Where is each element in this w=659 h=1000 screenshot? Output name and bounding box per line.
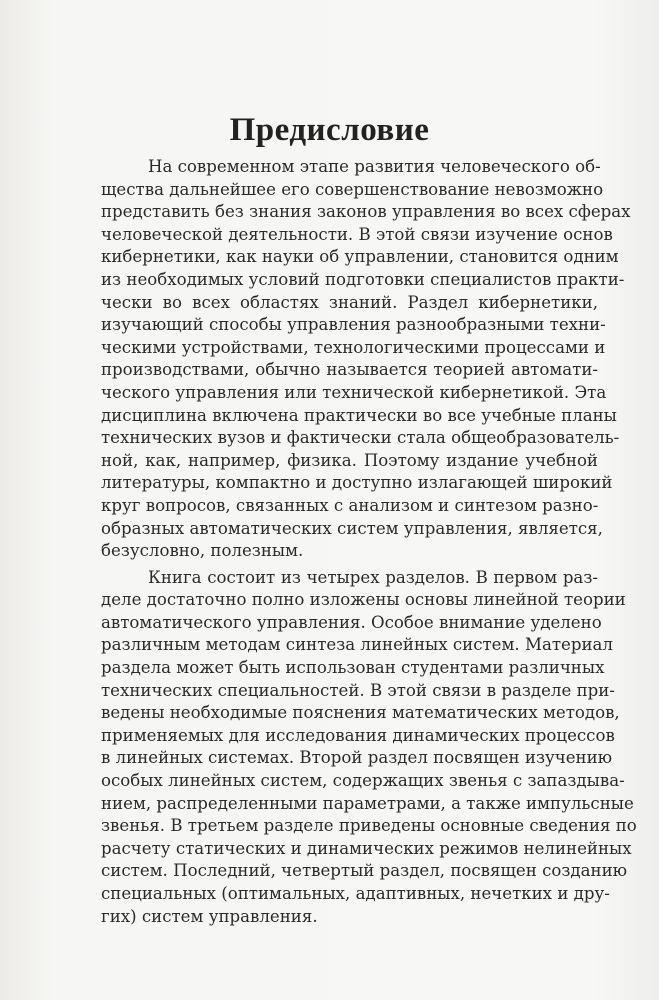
text-line: специальных (оптимальных, адаптивных, нечетких и дру-: [101, 884, 610, 903]
text-line: чески во всех областях знаний. Раздел кибернетики,: [101, 292, 598, 312]
text-line: образных автоматических систем управления, является,: [101, 518, 603, 538]
text-line: гих) систем управления.: [101, 906, 318, 926]
text-line: человеческой деятельности. В этой связи изучение основ: [101, 224, 613, 244]
text-line: раздела может быть использован студентами различных: [101, 658, 605, 678]
text-line: различным методам синтеза линейных систем. Материал: [101, 635, 613, 655]
page-title: Предисловие: [229, 112, 430, 148]
text-line: особых линейных систем, содержащих звенья с запаздыва-: [101, 771, 625, 791]
text-line: автоматического управления. Особое внимание уделено: [101, 612, 602, 632]
text-line: производствами, обычно называется теорией автомати-: [101, 360, 598, 380]
page-body: [101, 156, 637, 928]
text-line: технических специальностей. В этой связи в разделе при-: [101, 680, 615, 700]
paragraph-1: [101, 156, 631, 563]
text-line: ческого управления или технической кибернетикой. Эта: [101, 382, 607, 402]
text-line: представить без знания законов управления во всех сферах: [101, 202, 631, 222]
text-line: Книга состоит из четырех разделов. В первом раз-: [148, 567, 598, 587]
text-line: ной, как, например, физика. Поэтому издание учебной: [101, 450, 598, 470]
text-line: звенья. В третьем разделе приведены основные сведения по: [101, 816, 637, 836]
text-line: нием, распределенными параметрами, а также импульсные: [101, 793, 634, 813]
text-line: изучающий способы управления разнообразными техни-: [101, 315, 606, 335]
text-line: безусловно, полезным.: [101, 541, 304, 561]
text-line: ведены необходимые пояснения математических методов,: [101, 703, 620, 723]
text-line: технических вузов и фактически стала общеобразователь-: [101, 428, 620, 448]
text-line: щества дальнейшее его совершенствование невозможно: [101, 179, 604, 199]
text-line: в линейных системах. Второй раздел посвящен изучению: [101, 748, 613, 768]
paragraph-2: [101, 567, 637, 929]
text-line: деле достаточно полно изложены основы линейной теории: [101, 590, 626, 610]
text-line: ческими устройствами, технологическими процессами и: [101, 337, 606, 357]
text-line: На современном этапе развития человеческого об-: [148, 157, 601, 176]
text-line: круг вопросов, связанных с анализом и синтезом разно-: [101, 495, 599, 515]
text-line: дисциплина включена практически во все учебные планы: [101, 405, 617, 425]
text-line: из необходимых условий подготовки специалистов практи-: [101, 269, 625, 289]
text-line: литературы, компактно и доступно излагающей широкий: [101, 473, 613, 493]
text-line: применяемых для исследования динамических процессов: [101, 725, 615, 745]
text-line: кибернетики, как науки об управлении, становится одним: [101, 247, 619, 267]
text-line: систем. Последний, четвертый раздел, посвящен созданию: [101, 861, 628, 881]
text-line: расчету статических и динамических режимов нелинейных: [101, 838, 632, 858]
